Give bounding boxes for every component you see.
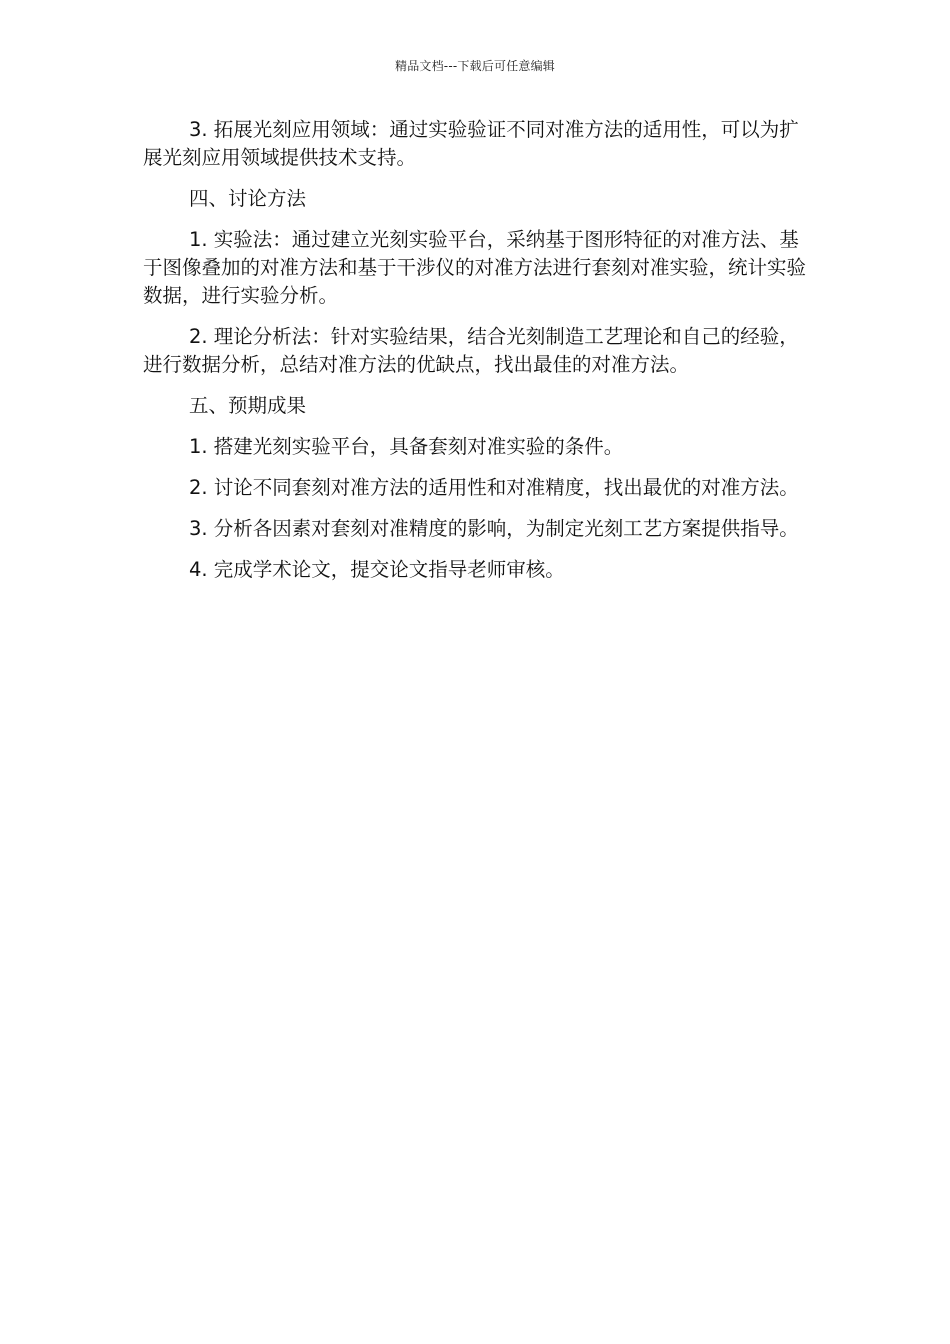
section-heading-methods: 四、讨论方法: [189, 187, 307, 210]
header-note: 精品文档---下载后可任意编辑: [395, 59, 555, 73]
section-heading-expected-results: 五、预期成果: [189, 394, 307, 417]
paragraph-theory-analysis: 2. 理论分析法：针对实验结果，结合光刻制造工艺理论和自己的经验，进行数据分析，总结对准方法的优缺点，找出最佳的对准方法。: [143, 325, 799, 376]
paragraph-expand-application: 3. 拓展光刻应用领域：通过实验验证不同对准方法的适用性，可以为扩展光刻应用领域提供技术支持。: [143, 118, 799, 169]
document-body: [143, 116, 807, 597]
paragraph-experiment-method: 1. 实验法：通过建立光刻实验平台，采纳基于图形特征的对准方法、基于图像叠加的对准方法和基于干涉仪的对准方法进行套刻对准实验，统计实验数据，进行实验分析。: [143, 228, 807, 307]
paragraph-result-platform: 1. 搭建光刻实验平台，具备套刻对准实验的条件。: [189, 435, 624, 458]
paragraph-result-paper: 4. 完成学术论文，提交论文指导老师审核。: [189, 558, 565, 581]
paragraph-result-methods: 2. 讨论不同套刻对准方法的适用性和对准精度，找出最优的对准方法。: [189, 476, 799, 499]
paragraph-result-factors: 3. 分析各因素对套刻对准精度的影响，为制定光刻工艺方案提供指导。: [189, 517, 799, 540]
